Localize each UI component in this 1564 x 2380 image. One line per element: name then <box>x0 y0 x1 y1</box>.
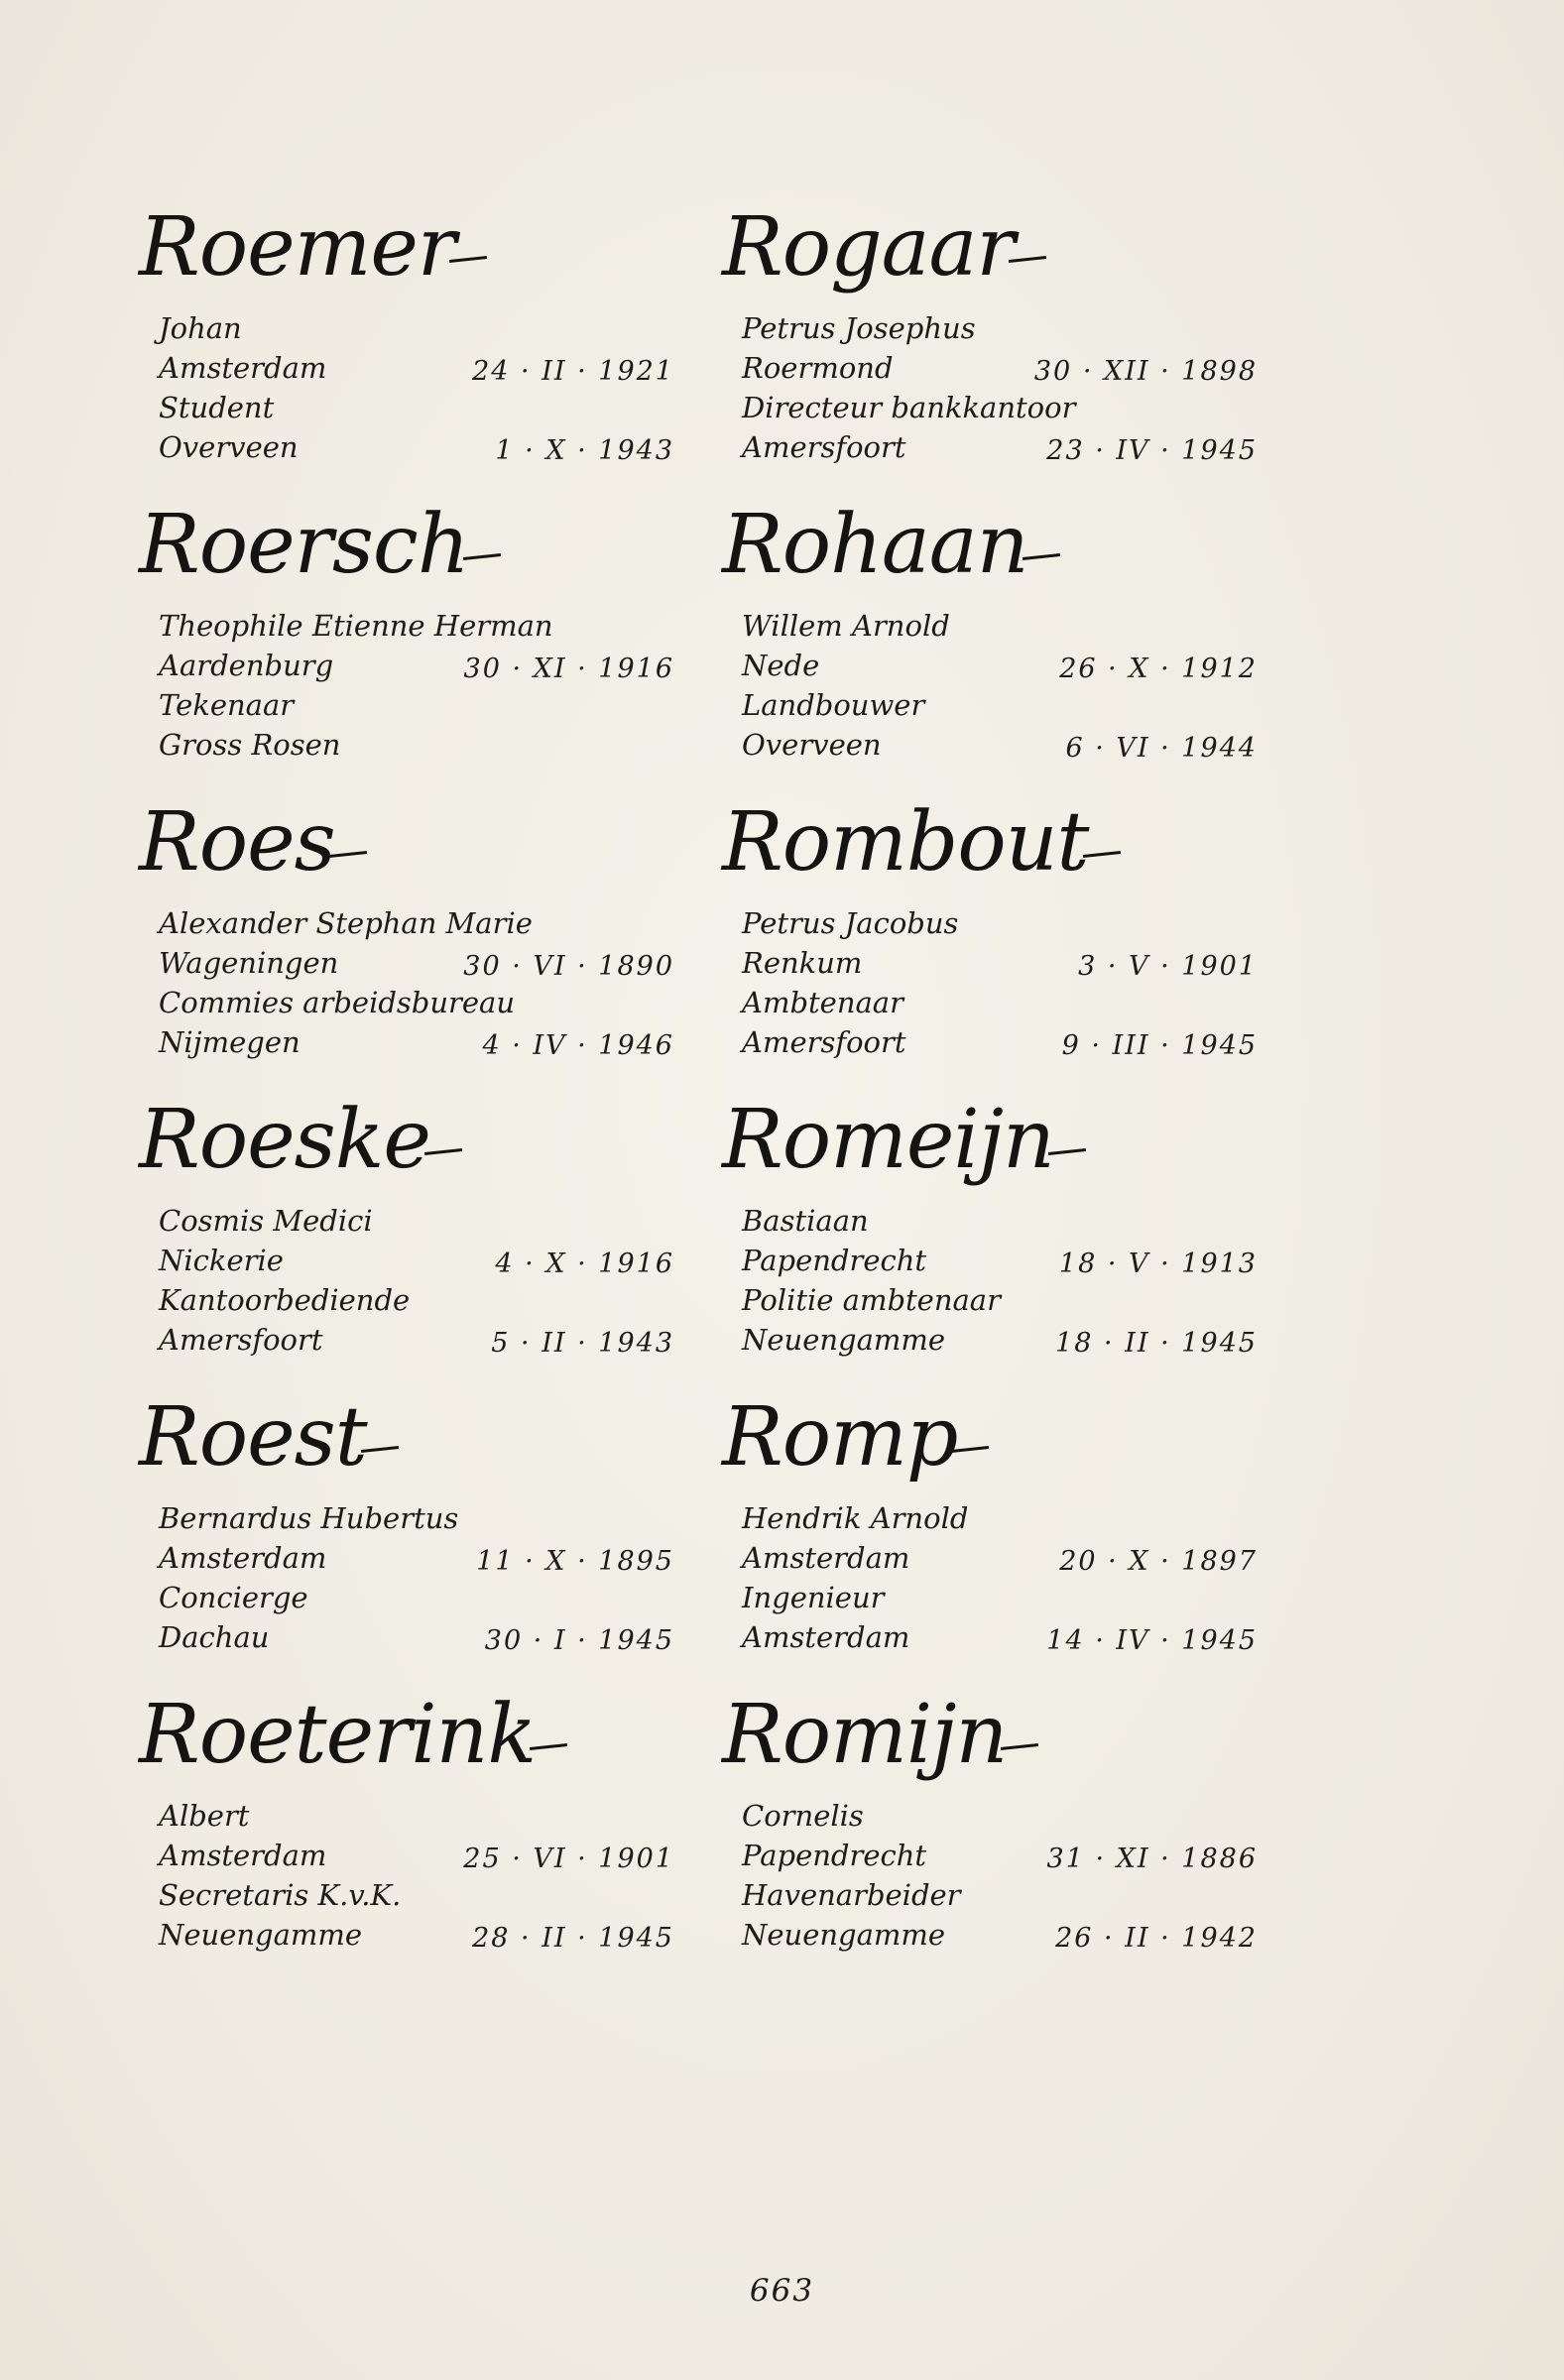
given-names: Johan <box>159 311 242 345</box>
occupation: Concierge <box>159 1581 308 1614</box>
birthplace: Aardenburg <box>159 649 334 682</box>
death-date: 28 · II · 1945 <box>472 1923 674 1954</box>
death-date: 18 · II · 1945 <box>1055 1328 1258 1359</box>
birth-line <box>742 645 1277 686</box>
birth-date: 3 · V · 1901 <box>1078 951 1258 982</box>
entry <box>722 491 1277 778</box>
occupation-line <box>159 684 694 726</box>
given-names-line <box>742 902 1277 944</box>
death-date: 5 · II · 1943 <box>491 1328 674 1359</box>
occupation-line <box>159 982 694 1023</box>
given-names: Hendrik Arnold <box>742 1501 969 1535</box>
death-place: Overveen <box>159 430 299 464</box>
occupation: Ambtenaar <box>742 986 903 1019</box>
birth-date: 30 · XI · 1916 <box>463 654 674 684</box>
entry <box>722 788 1277 1076</box>
given-names: Cornelis <box>742 1799 864 1833</box>
birthplace: Amsterdam <box>159 351 327 385</box>
death-line <box>159 1616 694 1658</box>
death-line <box>159 724 694 766</box>
occupation: Directeur bankkantoor <box>742 391 1076 424</box>
birth-line <box>159 1240 694 1281</box>
entry <box>722 1383 1277 1671</box>
given-names-line <box>742 1795 1277 1837</box>
birthplace: Wageningen <box>159 946 339 980</box>
surname: Romijn <box>722 1681 1038 1790</box>
entry <box>139 1681 694 1968</box>
death-date: 9 · III · 1945 <box>1061 1030 1258 1061</box>
occupation-line <box>742 1279 1277 1321</box>
death-date: 1 · X · 1943 <box>495 435 674 466</box>
birthplace: Nede <box>742 649 820 682</box>
birthplace: Nickerie <box>159 1244 284 1277</box>
entry <box>139 1086 694 1373</box>
birth-line <box>742 1240 1277 1281</box>
surname: Rogaar <box>722 193 1046 302</box>
occupation-line <box>159 1874 694 1916</box>
given-names: Theophile Etienne Herman <box>159 609 553 643</box>
birth-date: 25 · VI · 1901 <box>463 1844 674 1874</box>
given-names-line <box>159 605 694 647</box>
given-names-line <box>742 1497 1277 1539</box>
given-names: Petrus Josephus <box>742 311 976 345</box>
death-line <box>742 426 1277 468</box>
birth-line <box>742 1537 1277 1579</box>
entry <box>139 1383 694 1671</box>
death-place: Neuengamme <box>159 1918 363 1952</box>
given-names-line <box>159 307 694 349</box>
surname: Romeijn <box>722 1086 1086 1195</box>
entry <box>722 1681 1277 1968</box>
entry <box>139 788 694 1076</box>
birthplace: Papendrecht <box>742 1244 927 1277</box>
death-line <box>159 1914 694 1956</box>
given-names: Petrus Jacobus <box>742 906 959 940</box>
birthplace: Amsterdam <box>742 1541 910 1575</box>
death-date: 14 · IV · 1945 <box>1046 1625 1258 1656</box>
given-names-line <box>159 1200 694 1242</box>
birthplace: Roermond <box>742 351 894 385</box>
birth-line <box>742 942 1277 984</box>
given-names-line <box>742 307 1277 349</box>
death-place: Amsterdam <box>742 1620 910 1654</box>
right-column <box>722 193 1277 1998</box>
given-names: Albert <box>159 1799 250 1833</box>
birth-date: 20 · X · 1897 <box>1059 1546 1258 1577</box>
death-date: 4 · IV · 1946 <box>482 1030 674 1061</box>
birthplace: Amsterdam <box>159 1541 327 1575</box>
birth-date: 4 · X · 1916 <box>495 1249 674 1279</box>
birth-line <box>159 347 694 389</box>
occupation: Student <box>159 391 275 424</box>
death-line <box>742 1021 1277 1063</box>
surname: Rohaan <box>722 491 1060 600</box>
death-place: Nijmegen <box>159 1025 301 1059</box>
given-names-line <box>159 902 694 944</box>
birth-line <box>159 942 694 984</box>
given-names: Alexander Stephan Marie <box>159 906 533 940</box>
birthplace: Amsterdam <box>159 1839 327 1872</box>
given-names: Bernardus Hubertus <box>159 1501 459 1535</box>
death-line <box>159 426 694 468</box>
death-place: Gross Rosen <box>159 728 341 762</box>
surname: Roest <box>139 1383 399 1492</box>
birth-line <box>742 347 1277 389</box>
given-names-line <box>159 1795 694 1837</box>
given-names-line <box>742 1200 1277 1242</box>
death-date: 26 · II · 1942 <box>1055 1923 1258 1954</box>
birth-date: 18 · V · 1913 <box>1058 1249 1258 1279</box>
death-date: 30 · I · 1945 <box>484 1625 674 1656</box>
death-place: Amersfoort <box>742 430 906 464</box>
birth-line <box>159 1835 694 1876</box>
occupation: Secretaris K.v.K. <box>159 1878 402 1912</box>
occupation-line <box>742 1874 1277 1916</box>
surname: Romp <box>722 1383 989 1492</box>
birth-date: 30 · VI · 1890 <box>463 951 674 982</box>
occupation: Politie ambtenaar <box>742 1283 1001 1317</box>
occupation-line <box>742 387 1277 428</box>
death-place: Amersfoort <box>742 1025 906 1059</box>
given-names-line <box>742 605 1277 647</box>
death-line <box>742 1914 1277 1956</box>
birth-line <box>159 1537 694 1579</box>
given-names: Cosmis Medici <box>159 1204 373 1238</box>
occupation-line <box>742 1577 1277 1618</box>
birthplace: Renkum <box>742 946 863 980</box>
death-place: Neuengamme <box>742 1918 946 1952</box>
given-names-line <box>159 1497 694 1539</box>
occupation: Ingenieur <box>742 1581 885 1614</box>
occupation-line <box>159 387 694 428</box>
death-place: Amersfoort <box>159 1323 323 1357</box>
surname: Roersch <box>139 491 501 600</box>
birth-date: 31 · XI · 1886 <box>1046 1844 1258 1874</box>
given-names: Willem Arnold <box>742 609 950 643</box>
birth-date: 26 · X · 1912 <box>1059 654 1258 684</box>
birth-date: 11 · X · 1895 <box>476 1546 674 1577</box>
surname: Roemer <box>139 193 487 302</box>
surname: Roeske <box>139 1086 462 1195</box>
occupation: Kantoorbediende <box>159 1283 411 1317</box>
surname: Roes <box>139 788 367 897</box>
occupation-line <box>159 1279 694 1321</box>
occupation-line <box>159 1577 694 1618</box>
entry <box>139 193 694 481</box>
death-line <box>742 1616 1277 1658</box>
occupation-line <box>742 982 1277 1023</box>
surname: Roeterink <box>139 1681 567 1790</box>
given-names: Bastiaan <box>742 1204 869 1238</box>
birth-line <box>742 1835 1277 1876</box>
birthplace: Papendrecht <box>742 1839 927 1872</box>
left-column <box>139 193 694 1998</box>
death-place: Dachau <box>159 1620 270 1654</box>
occupation: Tekenaar <box>159 688 295 722</box>
surname: Rombout <box>722 788 1121 897</box>
death-date: 23 · IV · 1945 <box>1046 435 1258 466</box>
entry <box>139 491 694 778</box>
page-number: 663 <box>749 2273 815 2309</box>
occupation-line <box>742 684 1277 726</box>
death-line <box>742 1319 1277 1361</box>
death-place: Neuengamme <box>742 1323 946 1357</box>
birth-date: 24 · II · 1921 <box>472 356 674 387</box>
death-line <box>159 1319 694 1361</box>
death-line <box>742 724 1277 766</box>
occupation: Landbouwer <box>742 688 925 722</box>
occupation: Havenarbeider <box>742 1878 961 1912</box>
birth-line <box>159 645 694 686</box>
death-line <box>159 1021 694 1063</box>
entry <box>722 193 1277 481</box>
occupation: Commies arbeidsbureau <box>159 986 516 1019</box>
birth-date: 30 · XII · 1898 <box>1033 356 1258 387</box>
entry <box>722 1086 1277 1373</box>
death-date: 6 · VI · 1944 <box>1065 733 1258 764</box>
death-place: Overveen <box>742 728 882 762</box>
